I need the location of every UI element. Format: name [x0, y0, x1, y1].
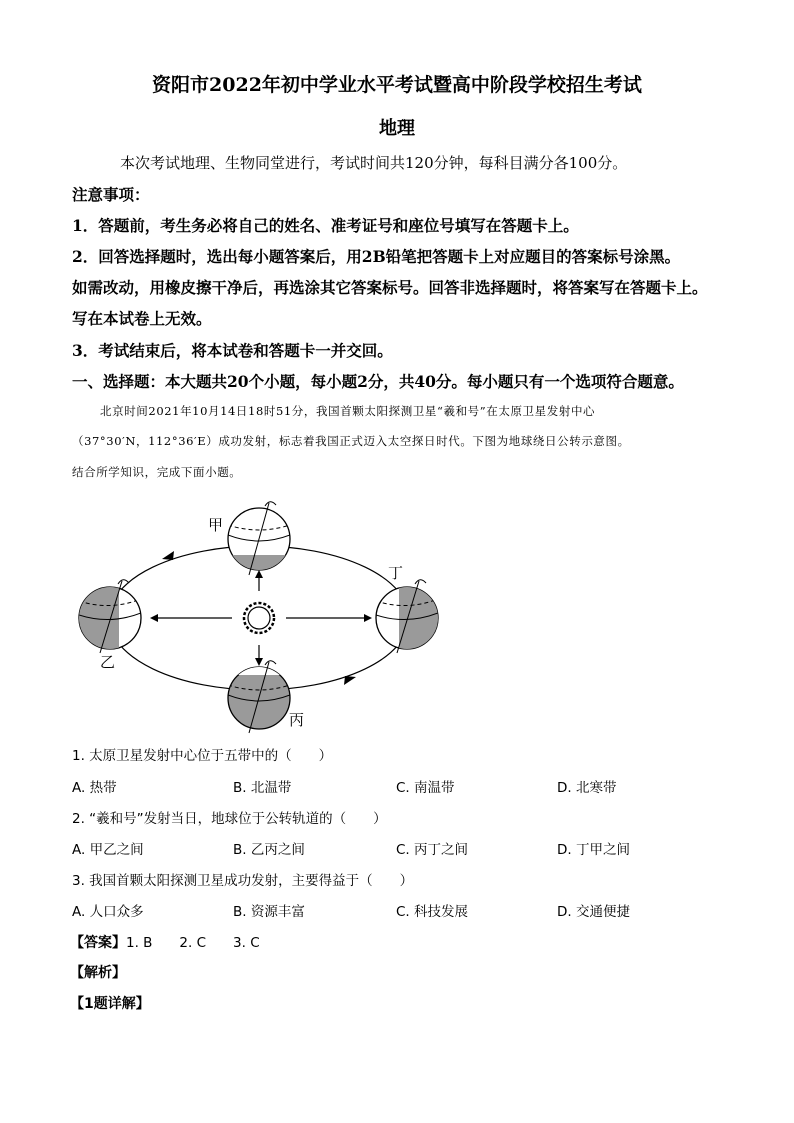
question-3-option-c: C. 科技发展 — [396, 904, 469, 920]
earth-jia-icon — [228, 502, 290, 575]
earth-bing-icon — [228, 661, 290, 733]
question-2-option-d: D. 丁甲之间 — [557, 842, 630, 858]
answer-label: 【答案】 — [70, 935, 126, 951]
label-ding: 丁 — [388, 564, 404, 582]
notice-item-2-line1: 2．回答选择题时，选出每小题答案后，用2B铅笔把答题卡上对应题目的答案标号涂黑。 — [72, 247, 681, 266]
label-bing: 丙 — [289, 711, 305, 729]
passage-line-1: 北京时间2021年10月14日18时51分，我国首颗太阳探测卫星“羲和号”在太原卫星发射中心 — [100, 404, 596, 418]
label-jia: 甲 — [208, 516, 224, 534]
section-heading: 一、选择题：本大题共20个小题，每小题2分，共40分。每小题只有一个选项符合题意。 — [72, 372, 684, 391]
question-1-option-c: C. 南温带 — [396, 780, 455, 796]
orbit-arrow-icon — [162, 551, 174, 560]
sun-icon — [244, 603, 274, 633]
question-2-stem: 2. “羲和号”发射当日，地球位于公转轨道的（ ） — [72, 811, 387, 827]
question-1-option-b: B. 北温带 — [233, 780, 292, 796]
earth-orbit-diagram — [70, 495, 450, 740]
question-3-option-a: A. 人口众多 — [72, 904, 144, 920]
earth-yi-icon — [79, 580, 141, 653]
passage-line-3: 结合所学知识，完成下面小题。 — [72, 465, 242, 479]
question-1-option-d: D. 北寒带 — [557, 780, 617, 796]
notice-item-3: 3．考试结束后，将本试卷和答题卡一并交回。 — [72, 341, 393, 360]
question-1-stem: 1. 太原卫星发射中心位于五带中的（ ） — [72, 748, 333, 764]
label-yi: 乙 — [100, 653, 116, 671]
question-3-stem: 3. 我国首颗太阳探测卫星成功发射，主要得益于（ ） — [72, 873, 414, 889]
notice-item-2-line2: 如需改动，用橡皮擦干净后，再选涂其它答案标号。回答非选择题时，将答案写在答题卡上。 — [72, 278, 708, 297]
analysis-label: 【解析】 — [70, 965, 126, 981]
question-2-option-c: C. 丙丁之间 — [396, 842, 469, 858]
question-3-option-b: B. 资源丰富 — [233, 904, 305, 920]
detail-label: 【1题详解】 — [70, 996, 150, 1012]
question-2-option-a: A. 甲乙之间 — [72, 842, 144, 858]
notice-item-2-line3: 写在本试卷上无效。 — [72, 309, 212, 328]
notice-heading: 注意事项： — [72, 185, 150, 204]
passage-line-2: （37°30′N，112°36′E）成功发射，标志着我国正式迈入太空探日时代。下图为地球绕日公转示意图。 — [72, 434, 630, 448]
orbit-arrow-icon — [344, 676, 356, 685]
exam-intro: 本次考试地理、生物同堂进行，考试时间共120分钟，每科目满分各100分。 — [120, 154, 628, 172]
notice-item-1: 1．答题前，考生务必将自己的姓名、准考证号和座位号填写在答题卡上。 — [72, 216, 579, 235]
subject-title: 地理 — [379, 118, 415, 139]
page-title: 资阳市2022年初中学业水平考试暨高中阶段学校招生考试 — [152, 74, 642, 96]
question-1-option-a: A. 热带 — [72, 780, 117, 796]
answer-line — [70, 931, 260, 952]
question-3-option-d: D. 交通便捷 — [557, 904, 630, 920]
answer-values: 1. B 2. C 3. C — [126, 935, 260, 951]
question-2-option-b: B. 乙丙之间 — [233, 842, 305, 858]
earth-ding-icon — [376, 580, 439, 653]
